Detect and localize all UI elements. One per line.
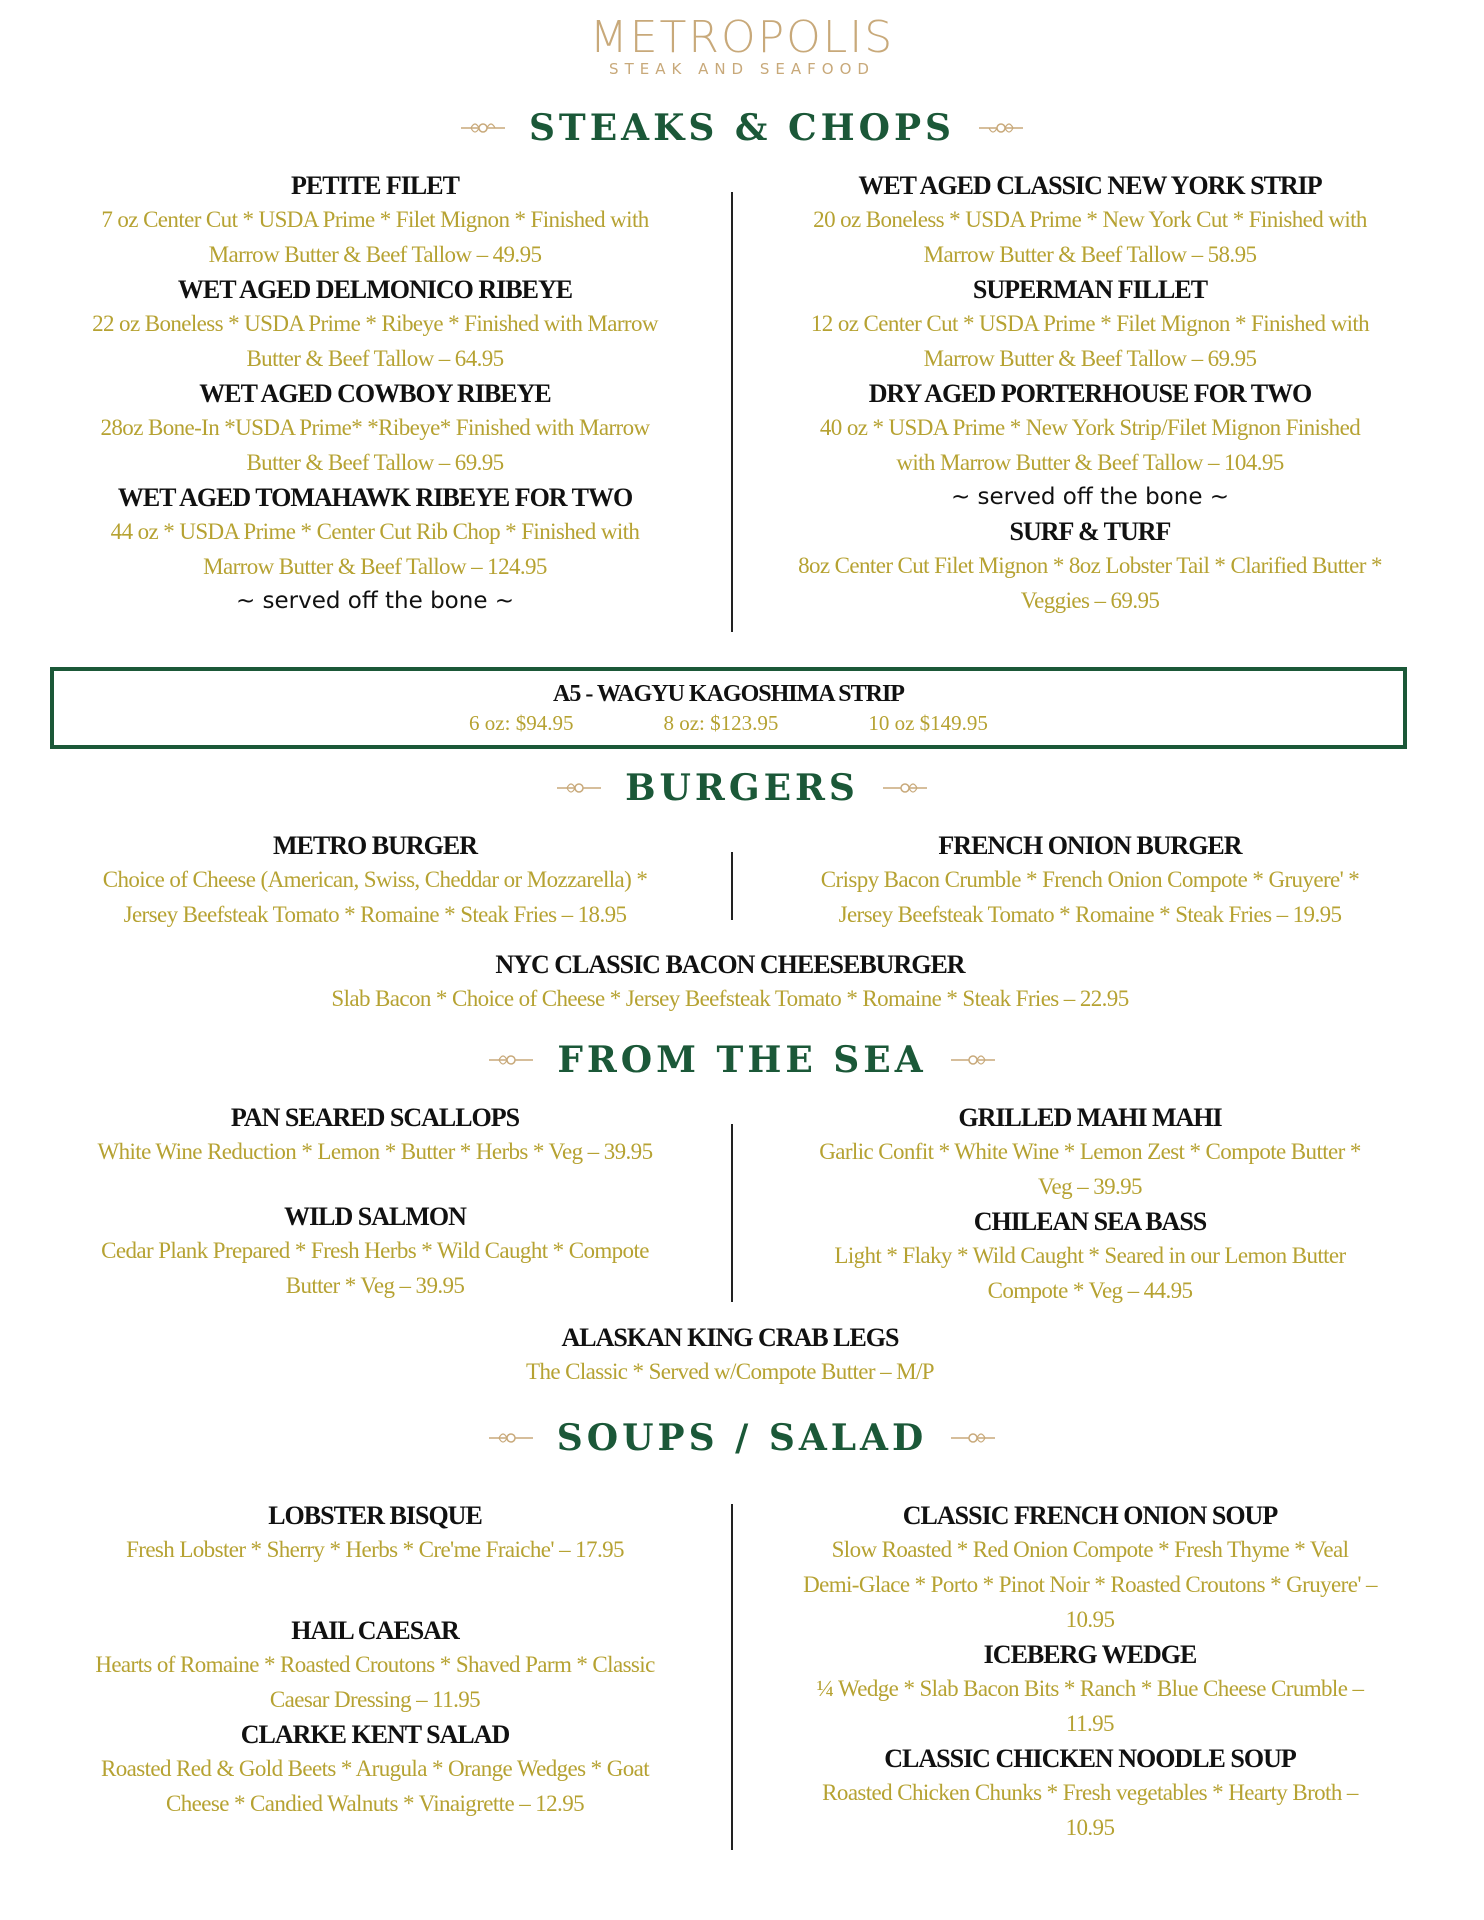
burgers-left-column	[60, 830, 690, 934]
item-name: LOBSTER BISQUE	[268, 1501, 482, 1530]
item-description: Veggies – 69.95	[1020, 588, 1160, 613]
section-header-sea	[0, 1040, 1484, 1084]
item-description: 44 oz * USDA Prime * Center Cut Rib Chop * Finished with	[110, 519, 640, 544]
item-description: Caesar Dressing – 11.95	[269, 1687, 481, 1712]
section-header-soups	[0, 1418, 1484, 1462]
burgers-center-item	[150, 949, 1310, 1016]
logo-name: METROPOLIS	[589, 12, 895, 63]
item-name: DRY AGED PORTERHOUSE FOR TWO	[868, 379, 1312, 408]
soups-left-column	[60, 1500, 690, 1823]
sea-left-column	[60, 1102, 690, 1305]
item-name: METRO BURGER	[273, 831, 477, 860]
item-name: WET AGED CLASSIC NEW YORK STRIP	[858, 171, 1322, 200]
wagyu-price: 6 oz: $94.95	[469, 711, 574, 735]
restaurant-logo	[0, 14, 1484, 78]
item-description: Garlic Confit * White Wine * Lemon Zest * Compote Butter *	[819, 1139, 1361, 1164]
flourish-left-icon	[487, 1427, 535, 1449]
menu-item	[60, 170, 690, 272]
item-name: WET AGED TOMAHAWK RIBEYE FOR TWO	[117, 483, 633, 512]
flourish-right-icon	[949, 1049, 997, 1071]
item-description: Marrow Butter & Beef Tallow – 58.95	[923, 242, 1257, 267]
item-description: Butter & Beef Tallow – 69.95	[246, 450, 504, 475]
wagyu-price: 10 oz $149.95	[868, 711, 988, 735]
flourish-right-icon	[949, 1427, 997, 1449]
item-description: Choice of Cheese (American, Swiss, Cheddar or Mozzarella) *	[102, 867, 648, 892]
item-name: PETITE FILET	[291, 171, 459, 200]
sea-right-column	[775, 1102, 1405, 1310]
item-name: PAN SEARED SCALLOPS	[230, 1103, 520, 1132]
item-name: GRILLED MAHI MAHI	[958, 1103, 1222, 1132]
item-description: Roasted Chicken Chunks * Fresh vegetables * Hearty Broth –	[822, 1780, 1358, 1805]
column-divider	[731, 1124, 733, 1302]
flourish-right-icon	[977, 117, 1025, 139]
item-note: ~ served off the bone ~	[950, 484, 1230, 510]
item-name: WILD SALMON	[284, 1202, 466, 1231]
menu-item	[60, 482, 690, 618]
item-description: 11.95	[1066, 1711, 1114, 1736]
item-description: Roasted Red & Gold Beets * Arugula * Orange Wedges * Goat	[101, 1756, 649, 1781]
section-title: STEAKS & CHOPS	[528, 107, 956, 149]
item-description: Compote * Veg – 44.95	[987, 1278, 1193, 1303]
section-header-burgers	[0, 768, 1484, 812]
item-description: Jersey Beefsteak Tomato * Romaine * Steak Fries – 19.95	[838, 902, 1342, 927]
item-description: Butter & Beef Tallow – 64.95	[246, 346, 504, 371]
menu-item	[775, 830, 1405, 932]
menu-item	[60, 1615, 690, 1717]
item-description: Jersey Beefsteak Tomato * Romaine * Steak Fries – 18.95	[123, 902, 627, 927]
item-description: The Classic * Served w/Compote Butter – M/P	[526, 1359, 934, 1384]
item-description: Hearts of Romaine * Roasted Croutons * Shaved Parm * Classic	[95, 1652, 655, 1677]
logo-tagline: STEAK AND SEAFOOD	[609, 60, 875, 78]
menu-item	[775, 1743, 1405, 1845]
item-description: 10.95	[1065, 1815, 1115, 1840]
column-divider	[731, 1504, 733, 1850]
item-name: CLASSIC FRENCH ONION SOUP	[902, 1501, 1278, 1530]
item-name: CLASSIC CHICKEN NOODLE SOUP	[884, 1744, 1296, 1773]
menu-item	[775, 516, 1405, 618]
menu-item	[60, 1201, 690, 1303]
column-divider	[731, 192, 733, 632]
item-name: CHILEAN SEA BASS	[973, 1207, 1207, 1236]
item-description: Cedar Plank Prepared * Fresh Herbs * Wild Caught * Compote	[101, 1238, 649, 1263]
wagyu-title: A5 - WAGYU KAGOSHIMA STRIP	[553, 681, 904, 707]
item-name: SUPERMAN FILLET	[972, 275, 1208, 304]
item-description: Marrow Butter & Beef Tallow – 69.95	[923, 346, 1257, 371]
menu-item	[60, 274, 690, 376]
menu-item	[775, 1500, 1405, 1637]
item-description: Marrow Butter & Beef Tallow – 49.95	[208, 242, 542, 267]
menu-item	[60, 1500, 690, 1567]
item-description: 7 oz Center Cut * USDA Prime * Filet Mignon * Finished with	[101, 207, 649, 232]
section-header-steaks	[0, 108, 1484, 152]
item-name: NYC CLASSIC BACON CHEESEBURGER	[495, 950, 965, 979]
flourish-right-icon	[881, 777, 929, 799]
item-description: Marrow Butter & Beef Tallow – 124.95	[203, 554, 547, 579]
item-description: ¼ Wedge * Slab Bacon Bits * Ranch * Blue Cheese Crumble –	[816, 1676, 1364, 1701]
flourish-left-icon	[487, 1049, 535, 1071]
item-description: 22 oz Boneless * USDA Prime * Ribeye * Finished with Marrow	[92, 311, 658, 336]
item-description: 8oz Center Cut Filet Mignon * 8oz Lobster Tail * Clarified Butter *	[798, 553, 1382, 578]
item-description: Slow Roasted * Red Onion Compote * Fresh Thyme * Veal	[831, 1537, 1349, 1562]
item-name: FRENCH ONION BURGER	[938, 831, 1242, 860]
item-description: Slab Bacon * Choice of Cheese * Jersey Beefsteak Tomato * Romaine * Steak Fries – 22.95	[331, 986, 1129, 1011]
item-name: HAIL CAESAR	[291, 1616, 459, 1645]
steaks-left-column	[60, 170, 690, 620]
wagyu-price: 8 oz: $123.95	[663, 711, 779, 735]
menu-item	[775, 1206, 1405, 1308]
sea-center-item	[150, 1322, 1310, 1389]
item-description: 10.95	[1065, 1607, 1115, 1632]
steaks-right-column	[775, 170, 1405, 620]
flourish-left-icon	[459, 117, 507, 139]
item-name: ALASKAN KING CRAB LEGS	[561, 1323, 899, 1352]
item-description: Cheese * Candied Walnuts * Vinaigrette – 12.95	[165, 1791, 584, 1816]
item-description: 28oz Bone-In *USDA Prime* *Ribeye* Finished with Marrow	[100, 415, 650, 440]
item-description: Fresh Lobster * Sherry * Herbs * Cre'me Fraiche' – 17.95	[126, 1537, 624, 1562]
menu-item	[775, 274, 1405, 376]
section-title: SOUPS / SALAD	[556, 1417, 928, 1459]
item-description: Demi-Glace * Porto * Pinot Noir * Roasted Croutons * Gruyere' –	[803, 1572, 1377, 1597]
menu-item	[60, 830, 690, 932]
item-name: WET AGED COWBOY RIBEYE	[199, 379, 551, 408]
section-title: BURGERS	[625, 767, 859, 809]
soups-right-column	[775, 1500, 1405, 1847]
menu-item	[775, 1639, 1405, 1741]
menu-item	[60, 378, 690, 480]
menu-item	[775, 170, 1405, 272]
burgers-right-column	[775, 830, 1405, 934]
flourish-left-icon	[555, 777, 603, 799]
item-name: ICEBERG WEDGE	[983, 1640, 1197, 1669]
column-divider	[731, 852, 733, 920]
item-description: 40 oz * USDA Prime * New York Strip/Filet Mignon Finished	[819, 415, 1361, 440]
menu-item	[775, 1102, 1405, 1204]
item-name: SURF & TURF	[1009, 517, 1171, 546]
menu-item	[60, 1102, 690, 1169]
item-description: 20 oz Boneless * USDA Prime * New York Cut * Finished with	[813, 207, 1367, 232]
wagyu-feature-box	[50, 667, 1407, 749]
item-description: 12 oz Center Cut * USDA Prime * Filet Mignon * Finished with	[810, 311, 1370, 336]
menu-item	[60, 1719, 690, 1821]
section-title: FROM THE SEA	[557, 1039, 927, 1081]
item-note: ~ served off the bone ~	[235, 588, 515, 614]
item-description: White Wine Reduction * Lemon * Butter * Herbs * Veg – 39.95	[97, 1139, 653, 1164]
item-description: Crispy Bacon Crumble * French Onion Compote * Gruyere' *	[820, 867, 1360, 892]
item-name: WET AGED DELMONICO RIBEYE	[177, 275, 573, 304]
item-description: Veg – 39.95	[1038, 1174, 1142, 1199]
item-name: CLARKE KENT SALAD	[240, 1720, 510, 1749]
item-description: Light * Flaky * Wild Caught * Seared in our Lemon Butter	[834, 1243, 1346, 1268]
menu-item	[775, 378, 1405, 514]
item-description: Butter * Veg – 39.95	[285, 1273, 465, 1298]
item-description: with Marrow Butter & Beef Tallow – 104.95	[896, 450, 1284, 475]
wagyu-prices	[54, 709, 1403, 737]
